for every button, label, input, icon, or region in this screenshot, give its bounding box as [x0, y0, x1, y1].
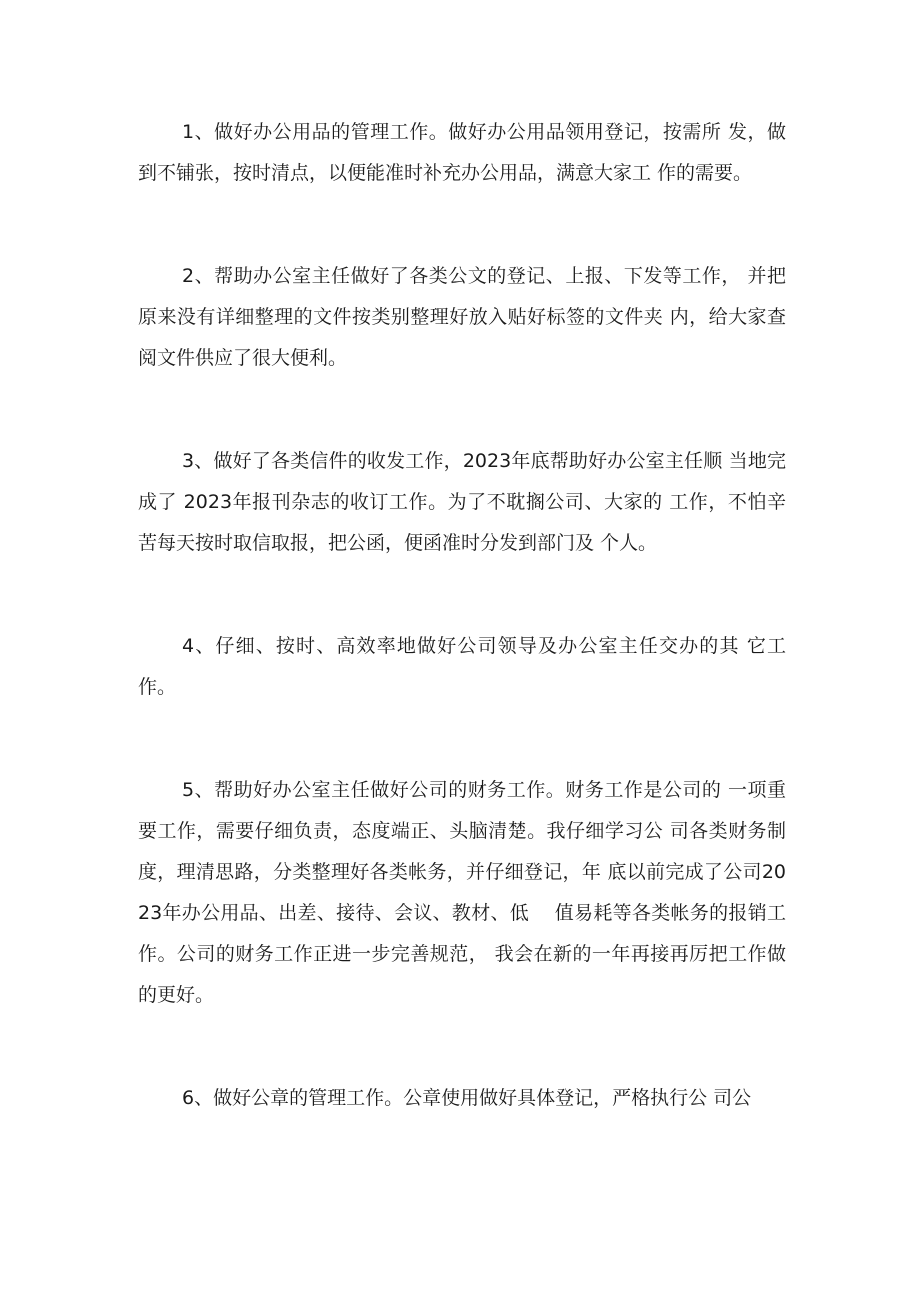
- document-body: [138, 112, 786, 1181]
- paragraph-5: 5、帮助好办公室主任做好公司的财务工作。财务工作是公司的 一项重要工作，需要仔细负责，态度端正、头脑清楚。我仔细学习公 司各类财务制度，理清思路，分类整理好各类帐务，并仔细登记，年 底以前完成了公司2023年办公用品、出差、接待、会议、教材、低 值易耗等各类帐务的报销工作。公司的财务工作正进一步完善规范， 我会在新的一年再接再厉把工作做的更好。: [138, 779, 786, 1006]
- paragraph-3: 3、做好了各类信件的收发工作，2023年底帮助好办公室主任顺 当地完成了 2023年报刊杂志的收订工作。为了不耽搁公司、大家的 工作，不怕辛苦每天按时取信取报，把公函，便函准时分发到部门及 个人。: [138, 450, 786, 554]
- paragraph-6: 6、做好公章的管理工作。公章使用做好具体登记，严格执行公 司公: [182, 1087, 752, 1109]
- paragraph-2: 2、帮助办公室主任做好了各类公文的登记、上报、下发等工作， 并把原来没有详细整理的文件按类别整理好放入贴好标签的文件夹 内，给大家查阅文件供应了很大便利。: [138, 265, 786, 369]
- paragraph-1: 1、做好办公用品的管理工作。做好办公用品领用登记，按需所 发，做到不铺张，按时清点，以便能准时补充办公用品，满意大家工 作的需要。: [138, 121, 786, 184]
- paragraph-4: 4、仔细、按时、高效率地做好公司领导及办公室主任交办的其 它工作。: [138, 635, 786, 698]
